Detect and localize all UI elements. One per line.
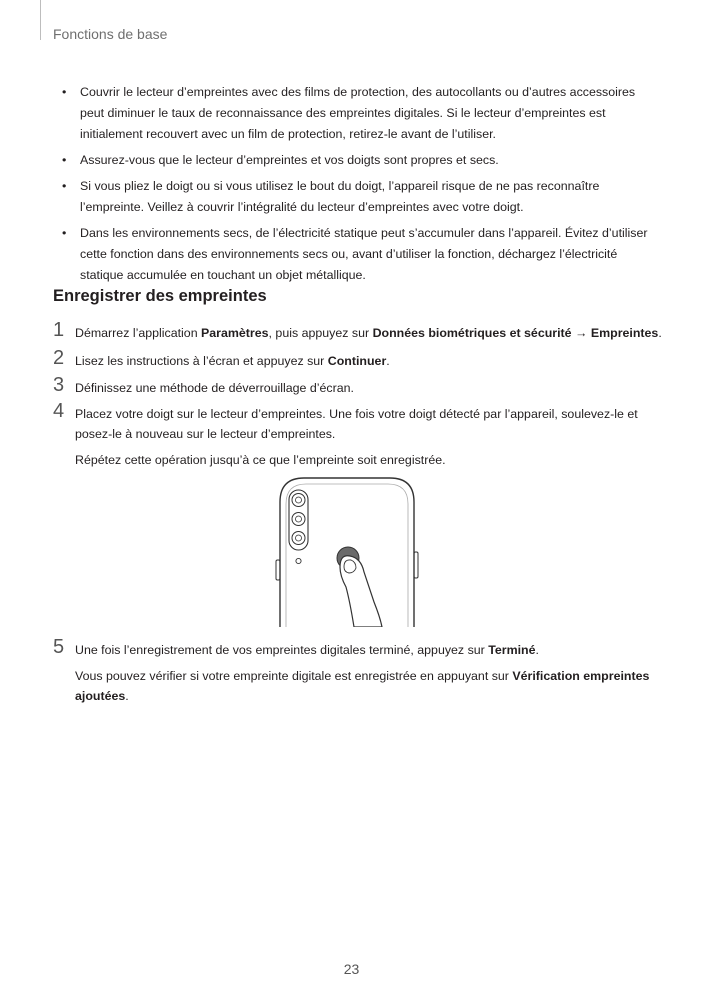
- step-4: [53, 400, 663, 470]
- step-number: 2: [53, 347, 65, 369]
- menu-term-empreintes: Empreintes: [590, 326, 659, 340]
- page-number: 23: [343, 961, 360, 977]
- step-text: Placez votre doigt sur le lecteur d’empreintes. Une fois votre doigt détecté par l’appareil, soulevez-le et posez-le à nouveau sur le lecteur d’empreintes.: [75, 407, 638, 441]
- camera-lens-icon: [292, 494, 305, 507]
- list-item: [62, 176, 652, 218]
- bullet-icon: •: [62, 226, 67, 240]
- camera-lens-icon: [292, 513, 305, 526]
- arrow-icon: →: [571, 326, 591, 340]
- menu-term-parametres: Paramètres: [201, 326, 269, 340]
- page-header-title: Fonctions de base: [53, 26, 168, 42]
- header-rule: [40, 0, 41, 40]
- flash-icon: [296, 558, 301, 563]
- menu-term-verification: Vérification empreintes ajoutées: [75, 669, 650, 703]
- step-subtext: Répétez cette opération jusqu’à ce que l’empreinte soit enregistrée.: [75, 453, 446, 467]
- menu-term-biometrie: Données biométriques et sécurité: [372, 326, 572, 340]
- step-number: 3: [53, 374, 65, 396]
- bullet-icon: •: [62, 179, 67, 193]
- tips-list: [62, 82, 652, 291]
- step-2: [53, 347, 663, 371]
- bullet-icon: •: [62, 85, 67, 99]
- menu-term-continuer: Continuer: [327, 354, 387, 368]
- bullet-text: Assurez-vous que le lecteur d’empreintes et vos doigts sont propres et secs.: [80, 153, 499, 167]
- step-text: Une fois l’enregistrement de vos empreintes digitales terminé, appuyez sur Terminé.: [75, 643, 539, 657]
- list-item: [62, 82, 652, 145]
- bullet-text: Dans les environnements secs, de l’électricité statique peut s’accumuler dans l’appareil. Évitez d’utiliser cette fonction dans des environnements secs ou, avant d’utiliser la fonction, déchargez l’électricité statique accumulée en touchant un objet métallique.: [80, 226, 648, 282]
- menu-term-termine: Terminé: [488, 643, 536, 657]
- step-1: [53, 319, 663, 343]
- step-text: Lisez les instructions à l’écran et appuyez sur Continuer.: [75, 354, 390, 368]
- step-text: Démarrez l’application Paramètres, puis appuyez sur Données biométriques et sécurité → Empreintes.: [75, 326, 662, 340]
- step-number: 4: [53, 400, 65, 422]
- list-item: [62, 223, 652, 286]
- step-number: 5: [53, 636, 65, 658]
- bullet-text: Si vous pliez le doigt ou si vous utilisez le bout du doigt, l’appareil risque de ne pas reconnaître l’empreinte. Veillez à couvrir l’intégralité du lecteur d’empreintes avec votre doigt.: [80, 179, 600, 214]
- step-5: [53, 636, 663, 706]
- step-3: [53, 374, 663, 398]
- fingerprint-illustration: [270, 472, 430, 627]
- step-text: Définissez une méthode de déverrouillage d’écran.: [75, 381, 354, 395]
- step-subtext: Vous pouvez vérifier si votre empreinte digitale est enregistrée en appuyant sur Vérification empreintes ajoutées.: [75, 669, 650, 703]
- bullet-text: Couvrir le lecteur d’empreintes avec des films de protection, des autocollants ou d’autres accessoires peut diminuer le taux de reconnaissance des empreintes digitales. Si le lecteur d’empreintes est initialement recouvert avec un film de protection, retirez-le avant de l’utiliser.: [80, 85, 636, 141]
- list-item: [62, 150, 652, 171]
- section-title: Enregistrer des empreintes: [53, 287, 267, 305]
- step-number: 1: [53, 319, 65, 341]
- camera-lens-icon: [292, 532, 305, 545]
- bullet-icon: •: [62, 153, 67, 167]
- finger-icon: [340, 556, 382, 627]
